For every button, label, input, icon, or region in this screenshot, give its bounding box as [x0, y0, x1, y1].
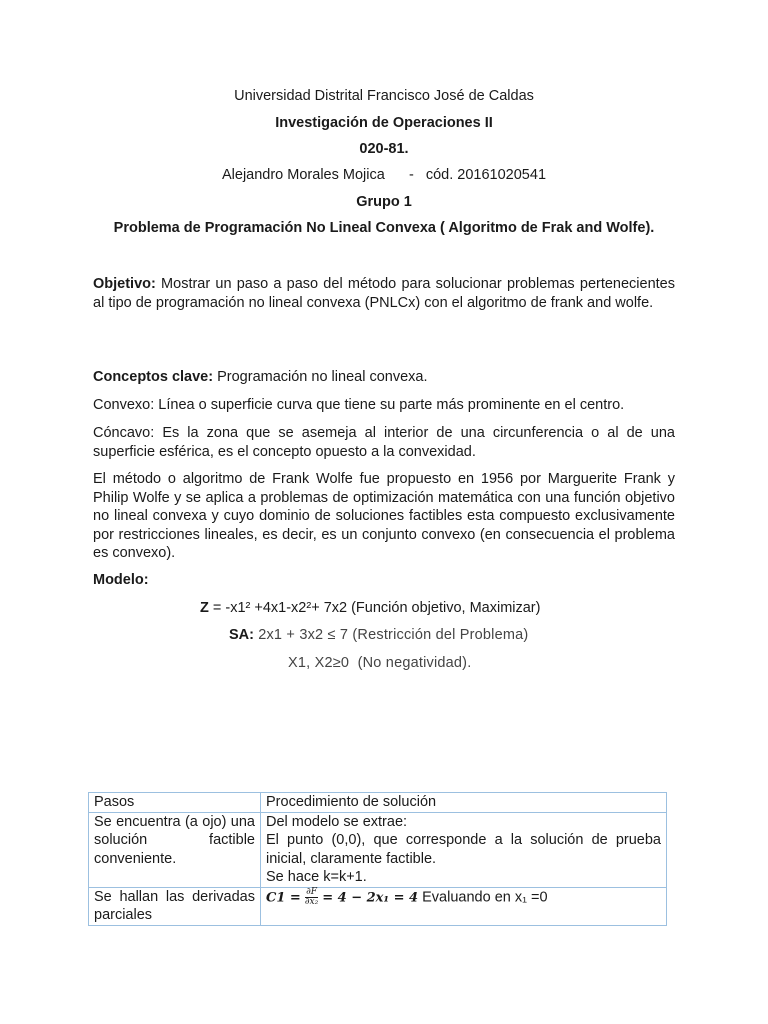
objective-text: Mostrar un paso a paso del método para solucionar problemas pertenecientes al tipo de programación no lineal convexa (PNLCx) con el algoritmo de frank and wolfe. [93, 276, 675, 311]
concepts-paragraph [93, 368, 675, 387]
non-negativity: X1, X2≥0 (No negatividad). [288, 655, 472, 671]
derivative-rhs: = 4 − 2x₁ = 4 [322, 889, 419, 905]
table-row [89, 887, 667, 925]
header-pasos: Pasos [89, 793, 261, 813]
z-label: Z [200, 600, 209, 616]
derivative-lhs: C1 = [266, 889, 301, 905]
method-description: El método o algoritmo de Frank Wolfe fue propuesto en 1956 por Marguerite Frank y Philip Wolfe y se aplica a problemas de optimización matemática con una función objetivo no lineal convexa y cuyo dominio de soluciones factibles esta compuesto exclusivamente por restricciones lineales, es decir, es un conjunto convexo (en consecuencia el problema es convexo). [93, 471, 675, 561]
objective-paragraph [93, 275, 675, 312]
step-1-procedure [261, 812, 667, 887]
header-procedimiento: Procedimiento de solución [261, 793, 667, 813]
table-row [89, 812, 667, 887]
evaluation-note: Evaluando en x₁ =0 [418, 888, 548, 905]
course-name: Investigación de Operaciones II [275, 115, 493, 131]
z-expression: = -x1² +4x1-x2²+ 7x2 (Función objetivo, Maximizar) [208, 600, 541, 616]
group-label: Grupo 1 [356, 194, 412, 210]
step-1-line-2: El punto (0,0), que corresponde a la solución de prueba inicial, claramente factible. [266, 832, 661, 867]
student-line: Alejandro Morales Mojica - cód. 20161020541 [221, 167, 547, 183]
table-header-row [89, 793, 667, 813]
fraction-numerator: ∂F [306, 886, 317, 897]
step-1-line-3: Se hace k=k+1. [266, 869, 367, 885]
partial-derivative-fraction [305, 888, 318, 907]
objective-function [200, 599, 540, 617]
model-label: Modelo: [93, 572, 149, 588]
objective-label: Objetivo: [93, 276, 156, 292]
concepts-text: Programación no lineal convexa. [213, 369, 428, 385]
concepts-label: Conceptos clave: [93, 369, 214, 385]
constraint-line [229, 626, 528, 644]
document-title: Problema de Programación No Lineal Convexa ( Algoritmo de Frak and Wolfe). [113, 220, 655, 236]
sa-label: SA: [229, 627, 254, 643]
convex-definition: Convexo: Línea o superficie curva que tiene su parte más prominente en el centro. [93, 397, 625, 413]
step-2-procedure [261, 887, 667, 925]
step-1-line-1: Del modelo se extrae: [266, 813, 408, 830]
university-name: Universidad Distrital Francisco José de Caldas [234, 88, 534, 104]
steps-table [88, 792, 667, 926]
course-code: 020-81. [359, 141, 409, 157]
fraction-denominator: ∂x₂ [304, 896, 319, 907]
step-2-description: Se hallan las derivadas parciales [89, 887, 261, 925]
constraint-expression: 2x1 + 3x2 ≤ 7 (Restricción del Problema) [253, 627, 529, 643]
step-1-description: Se encuentra (a ojo) una solución factible conveniente. [89, 812, 261, 887]
concave-definition: Cóncavo: Es la zona que se asemeja al interior de una circunferencia o al de una superficie esférica, es el concepto opuesto a la convexidad. [93, 425, 675, 460]
